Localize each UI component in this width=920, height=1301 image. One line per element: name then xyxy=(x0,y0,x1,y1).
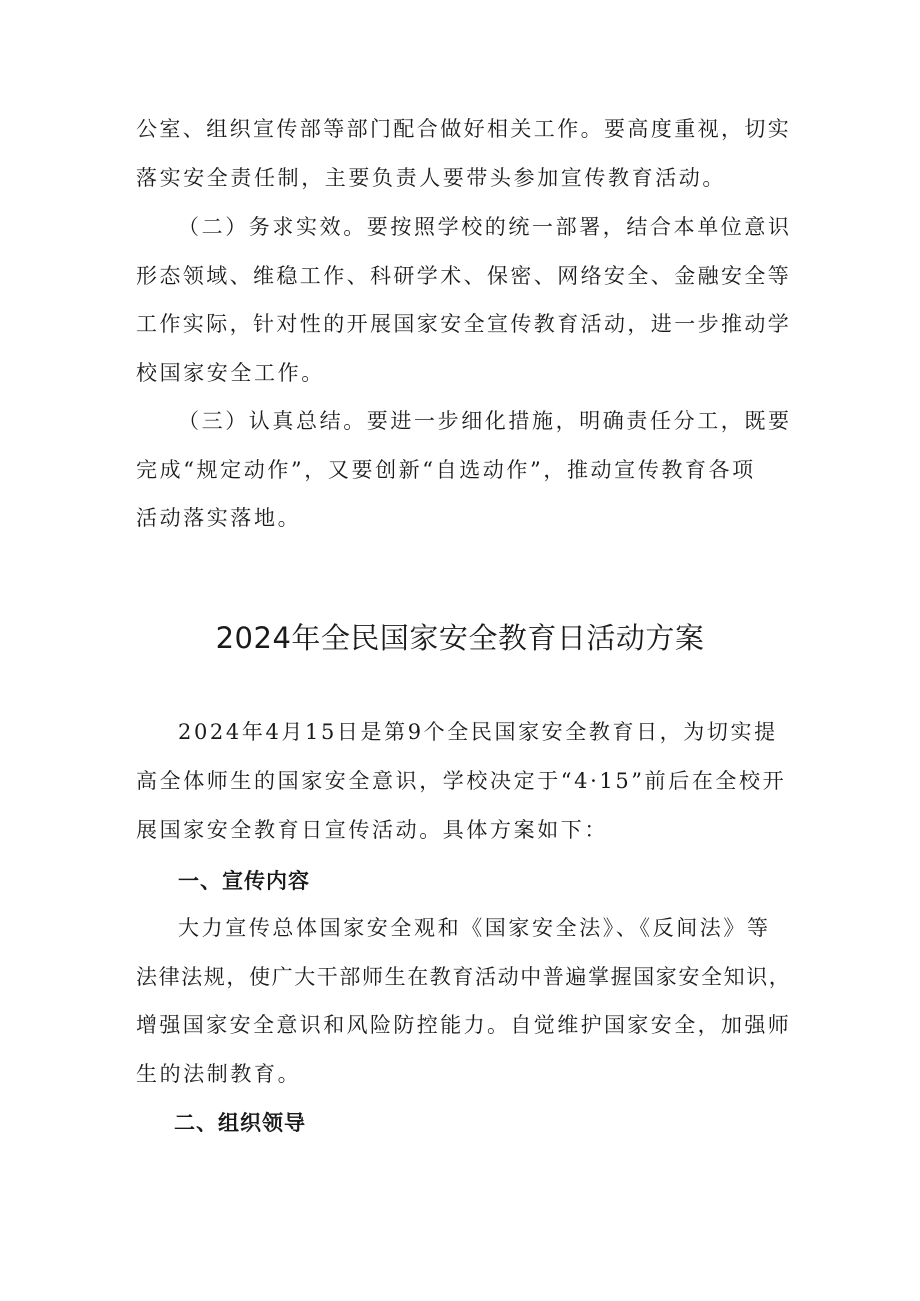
paragraph-line: 形态领域、维稳工作、科研学术、保密、网络安全、金融安全等 xyxy=(136,264,792,288)
paragraph-line: 公室、组织宣传部等部门配合做好相关工作。要高度重视，切实 xyxy=(136,117,792,141)
paragraph-line: 完成“规定动作”，又要创新“自选动作”，推动宣传教育各项 xyxy=(136,458,756,482)
section-heading-organization: 二、组织领导 xyxy=(174,1111,306,1135)
section-1-line: 大力宣传总体国家安全观和《国家安全法》、《反间法》等 xyxy=(178,916,771,940)
paragraph-line: 活动落实落地。 xyxy=(136,506,302,530)
section-heading-publicity-content: 一、宣传内容 xyxy=(178,869,310,893)
section-1-line: 生的法制教育。 xyxy=(136,1062,302,1086)
document-title: 2024年全民国家安全教育日活动方案 xyxy=(215,621,705,655)
intro-line: 展国家安全教育日宣传活动。具体方案如下： xyxy=(136,818,608,842)
intro-line: 2024年4月15日是第9个全民国家安全教育日，为切实提 xyxy=(178,720,778,744)
section-1-line: 法律法规，使广大干部师生在教育活动中普遍掌握国家安全知识， xyxy=(136,965,792,989)
paragraph-line: （三）认真总结。要进一步细化措施，明确责任分工，既要 xyxy=(178,409,792,433)
intro-line: 高全体师生的国家安全意识，学校决定于“4·15”前后在全校开 xyxy=(136,769,787,793)
paragraph-line: 工作实际，针对性的开展国家安全宣传教育活动，进一步推动学 xyxy=(136,312,792,336)
paragraph-line: 落实安全责任制，主要负责人要带头参加宣传教育活动。 xyxy=(136,166,726,190)
paragraph-line: 校国家安全工作。 xyxy=(136,361,325,385)
section-1-line: 增强国家安全意识和风险防控能力。自觉维护国家安全，加强师 xyxy=(136,1013,792,1037)
paragraph-line: （二）务求实效。要按照学校的统一部署，结合本单位意识 xyxy=(178,215,792,239)
